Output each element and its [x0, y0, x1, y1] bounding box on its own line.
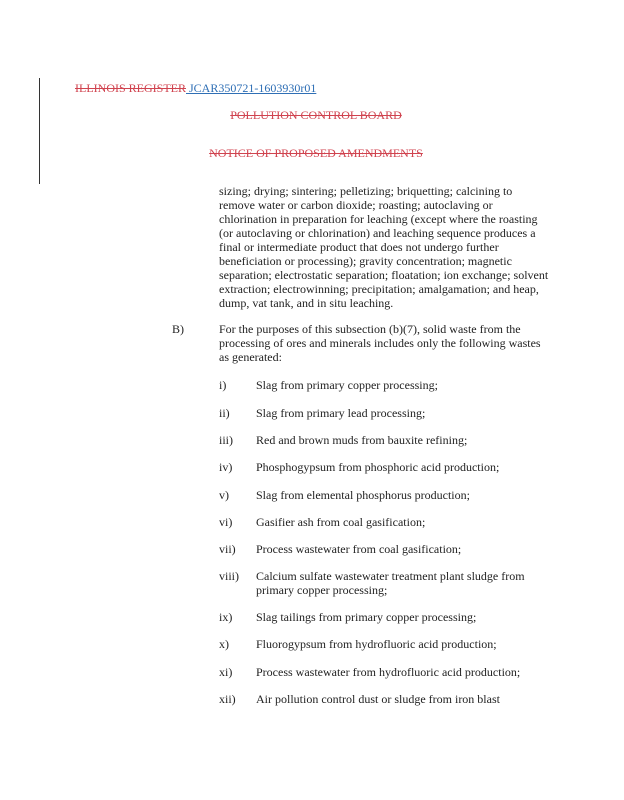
list-item-text: Slag from primary lead processing; — [256, 406, 426, 420]
list-item-number: ii) — [219, 406, 230, 420]
list-item-text: Red and brown muds from bauxite refining; — [256, 433, 468, 447]
list-item-text: Fluorogypsum from hydrofluoric acid production; — [256, 637, 497, 651]
list-item-text: Process wastewater from coal gasification; — [256, 542, 462, 556]
list-item-text: Process wastewater from hydrofluoric acid production; — [256, 665, 521, 679]
register-header — [75, 81, 316, 96]
list-item-number: vii) — [219, 542, 236, 556]
list-item-number: x) — [219, 637, 229, 651]
list-item-text: Calcium sulfate wastewater treatment plant sludge from primary copper processing; — [256, 569, 525, 597]
register-document-id: JCAR350721-1603930r01 — [186, 81, 317, 95]
subsection-paragraph: For the purposes of this subsection (b)(7), solid waste from the processing of ores and minerals includes only the following wastes as generated: — [219, 322, 541, 364]
list-item-number: iii) — [219, 433, 233, 447]
list-item-number: viii) — [219, 569, 239, 583]
notice-heading: NOTICE OF PROPOSED AMENDMENTS — [209, 146, 423, 160]
list-item-number: ix) — [219, 610, 233, 624]
list-item-number: v) — [219, 488, 229, 502]
list-item-text: Slag from primary copper processing; — [256, 378, 438, 392]
list-item-number: xii) — [219, 692, 236, 706]
list-item-number: i) — [219, 378, 227, 392]
list-item-text: Gasifier ash from coal gasification; — [256, 515, 426, 529]
register-title-struck: ILLINOIS REGISTER — [75, 81, 186, 95]
board-heading: POLLUTION CONTROL BOARD — [230, 108, 402, 122]
continuation-paragraph: sizing; drying; sintering; pelletizing; briquetting; calcining to remove water or carbon dioxide; roasting; autoclaving or chlorination in preparation for leaching (except where the roasting (or autoclaving or chlorination) and leaching sequence produces a final or intermediate product that does not undergo further beneficiation or processing); gravity concentration; magnetic separation; electrostatic separation; floatation; ion exchange; solvent extraction; electrowinning; precipitation; amalgamation; and heap, dump, vat tank, and in situ leaching. — [219, 184, 549, 310]
list-item-number: xi) — [219, 665, 233, 679]
list-item-text: Air pollution control dust or sludge from iron blast — [256, 692, 500, 706]
subsection-label: B) — [172, 322, 184, 336]
list-item-text: Slag from elemental phosphorus production; — [256, 488, 470, 502]
list-item-text: Phosphogypsum from phosphoric acid production; — [256, 460, 500, 474]
revision-change-bar — [39, 78, 40, 184]
list-item-text: Slag tailings from primary copper processing; — [256, 610, 477, 624]
list-item-number: vi) — [219, 515, 233, 529]
list-item-number: iv) — [219, 460, 233, 474]
